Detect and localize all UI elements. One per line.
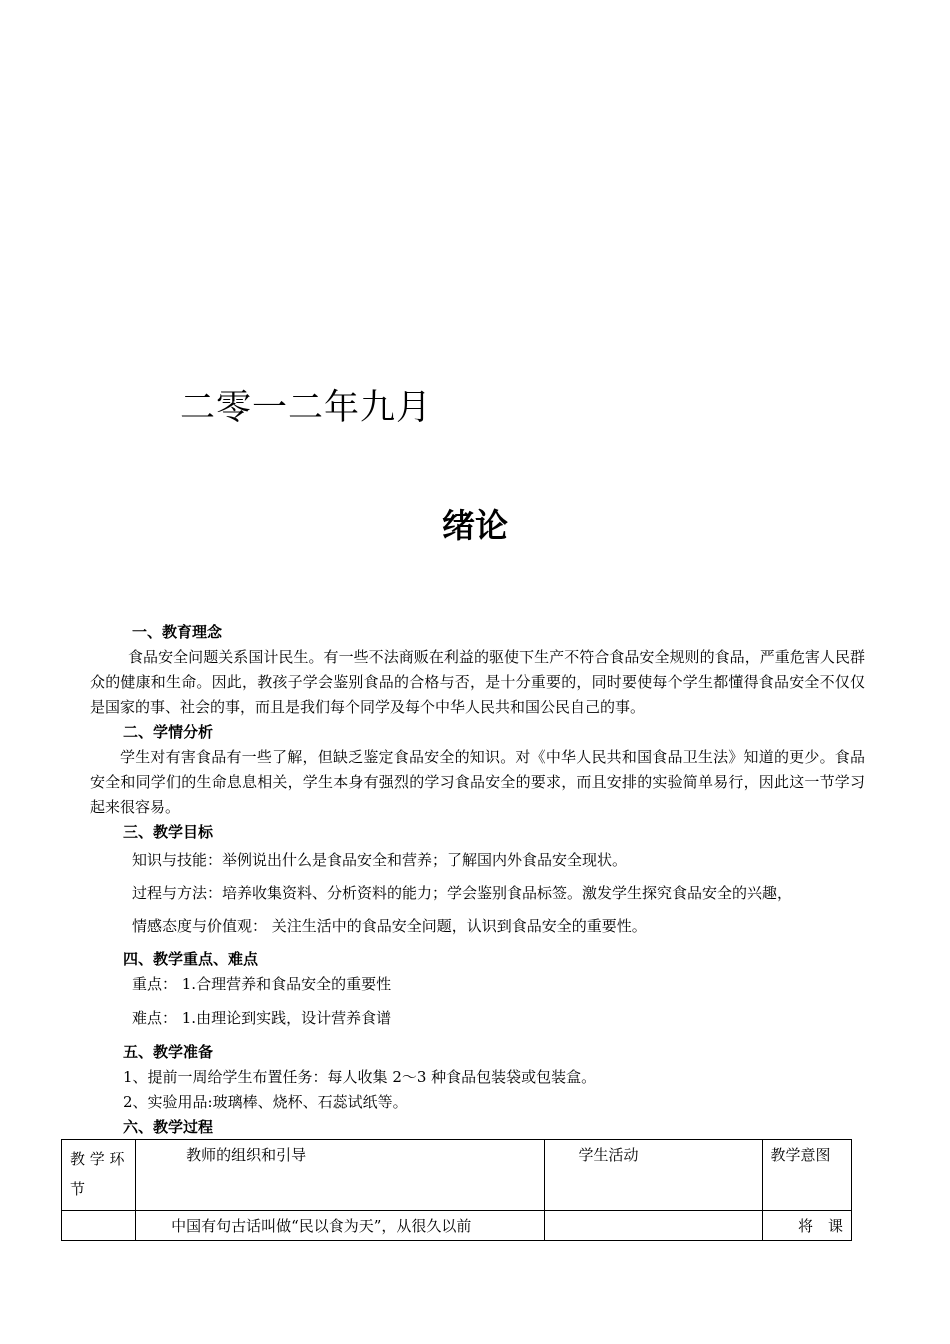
header-cell-teacher: 教师的组织和引导 [136, 1140, 544, 1211]
table-cell: 中国有句古话叫做“民以食为天”，从很久以前 [136, 1211, 544, 1241]
section-heading-6: 六、教学过程 [123, 1118, 214, 1136]
table-cell: 将 课 [762, 1211, 851, 1241]
section-heading-3: 三、教学目标 [123, 823, 214, 841]
document-title: 绪论 [442, 506, 508, 545]
preparation-item: 2、实验用品:玻璃棒、烧杯、石蕊试纸等。 [123, 1093, 408, 1111]
objective-item: 过程与方法：培养收集资料、分析资料的能力；学会鉴别食品标签。激发学生探究食品安全的兴趣， [132, 884, 793, 902]
table-row [62, 1211, 852, 1241]
preparation-item: 1、提前一周给学生布置任务：每人收集 2～3 种食品包装袋或包装盒。 [123, 1068, 597, 1086]
document-body [90, 620, 865, 1140]
section-heading-2: 二、学情分析 [123, 723, 214, 741]
header-cell-student: 学生活动 [544, 1140, 762, 1211]
key-point-item: 重点： 1.合理营养和食品安全的重要性 [132, 975, 392, 993]
section-heading-4: 四、教学重点、难点 [123, 950, 259, 968]
document-date: 二零一二年九月 [180, 388, 433, 428]
section-heading-5: 五、教学准备 [123, 1043, 214, 1061]
section-heading-1: 一、教育理念 [132, 623, 223, 641]
table-cell [62, 1211, 136, 1241]
table-cell [544, 1211, 762, 1241]
teaching-process-table [61, 1139, 852, 1241]
section-paragraph-1: 食品安全问题关系国计民生。有一些不法商贩在利益的驱使下生产不符合食品安全规则的食品，严重危害人民群众的健康和生命。因此，教孩子学会鉴别食品的合格与否，是十分重要的，同时要使每个学生都懂得食品安全不仅仅是国家的事、社会的事，而且是我们每个同学及每个中华人民共和国公民自己的事。 [90, 648, 865, 716]
objective-item: 知识与技能：举例说出什么是食品安全和营养；了解国内外食品安全现状。 [132, 851, 628, 869]
header-cell-stage: 教 学 环 节 [62, 1140, 136, 1211]
header-cell-intent: 教学意图 [762, 1140, 851, 1211]
table-header-row [62, 1140, 852, 1211]
section-paragraph-2: 学生对有害食品有一些了解，但缺乏鉴定食品安全的知识。对《中华人民共和国食品卫生法》知道的更少。食品安全和同学们的生命息息相关，学生本身有强烈的学习食品安全的要求，而且安排的实验简单易行，因此这一节学习起来很容易。 [90, 748, 865, 816]
key-point-item: 难点： 1.由理论到实践，设计营养食谱 [132, 1009, 392, 1027]
objective-item: 情感态度与价值观： 关注生活中的食品安全问题，认识到食品安全的重要性。 [132, 917, 647, 935]
